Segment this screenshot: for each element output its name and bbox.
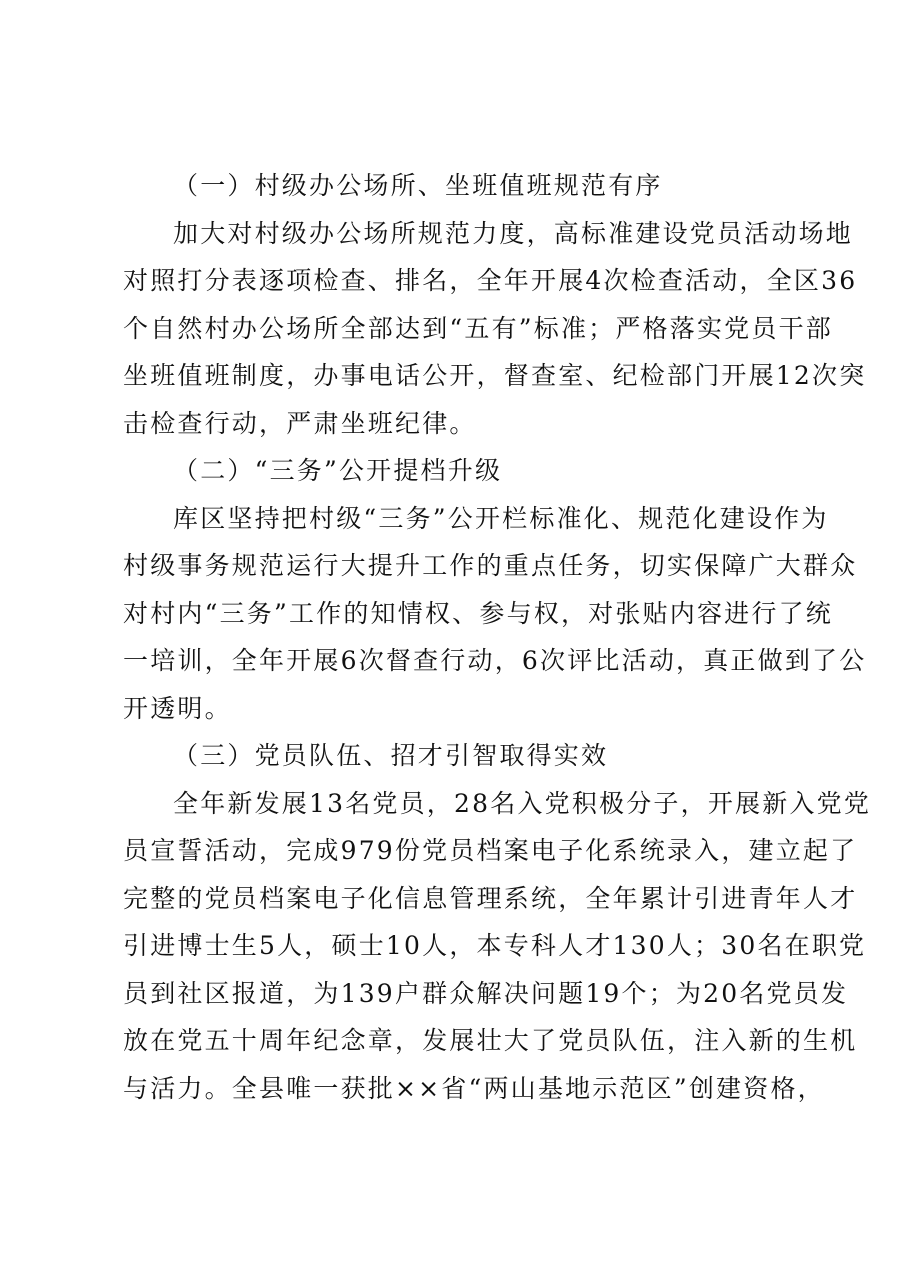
- paragraph-line: 放在党五十周年纪念章，发展壮大了党员队伍，注入新的生机: [123, 1026, 858, 1055]
- paragraph-line: 与活力。全县唯一获批××省“两山基地示范区”创建资格，: [123, 1073, 825, 1103]
- paragraph-line: 击检查行动，严肃坐班纪律。: [123, 408, 477, 438]
- paragraph-line: 全年新发展13名党员，28名入党积极分子，开展新入党党: [173, 788, 872, 818]
- paragraph-line: 对村内“三务”工作的知情权、参与权，对张贴内容进行了统: [123, 598, 833, 628]
- section-heading-1: （一）村级办公场所、坐班值班规范有序: [173, 171, 663, 200]
- paragraph-line: 对照打分表逐项检查、排名，全年开展4次检查活动，全区36: [123, 266, 858, 295]
- paragraph-line: 引进博士生5人，硕士10人，本专科人才130人；30名在职党: [123, 931, 867, 960]
- paragraph-line: 加大对村级办公场所规范力度，高标准建设党员活动场地: [173, 218, 854, 248]
- paragraph-line: 个自然村办公场所全部达到“五有”标准；严格落实党员干部: [123, 313, 833, 343]
- paragraph-line: 一培训，全年开展6次督查行动，6次评比活动，真正做到了公: [123, 646, 867, 675]
- section-heading-3: （三）党员队伍、招才引智取得实效: [173, 741, 609, 770]
- paragraph-line: 完整的党员档案电子化信息管理系统，全年累计引进青年人才: [123, 883, 858, 913]
- paragraph-line: 村级事务规范运行大提升工作的重点任务，切实保障广大群众: [123, 551, 858, 580]
- paragraph-line: 开透明。: [123, 693, 232, 723]
- paragraph-line: 坐班值班制度，办事电话公开，督查室、纪检部门开展12次突: [123, 361, 867, 390]
- paragraph-line: 库区坚持把村级“三务”公开栏标准化、规范化建设作为: [173, 503, 829, 533]
- paragraph-line: 员宣誓活动，完成979份党员档案电子化系统录入，建立起了: [123, 836, 858, 865]
- document-body: [123, 166, 872, 1109]
- section-heading-2: （二）“三务”公开提档升级: [173, 456, 503, 485]
- paragraph-line: 员到社区报道，为139户群众解决问题19个；为20名党员发: [123, 978, 849, 1008]
